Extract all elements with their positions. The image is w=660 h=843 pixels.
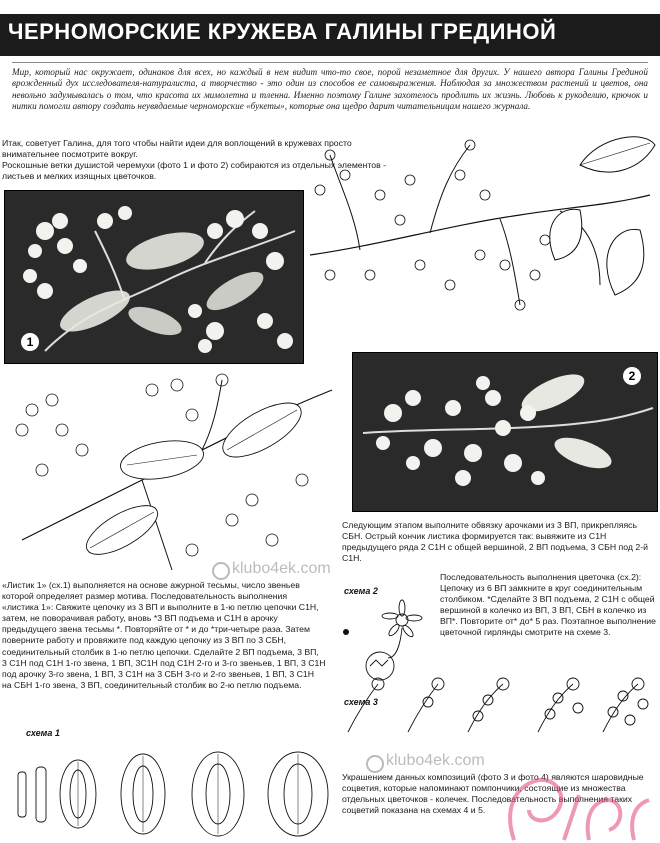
scheme-1-label: схема 1	[26, 728, 60, 738]
title-banner	[0, 14, 660, 56]
photo-2	[352, 352, 658, 512]
watermark-text-2: klubo4ek.com	[386, 752, 485, 769]
photo-1	[4, 190, 304, 364]
page-title: ЧЕРНОМОРСКИЕ КРУЖЕВА ГАЛИНЫ ГРЕДИНОЙ	[8, 19, 557, 44]
lace-branch-image	[5, 191, 303, 363]
leaf-assembly-diagram	[2, 370, 342, 580]
lace-branch-image-2	[353, 353, 657, 511]
intro-paragraph: Мир, который нас окружает, одинаков для всех, но каждый в нем видит что-то свое, порой незаметное для других. У нашего автора Галины Грединой врожденный дух исследователя-натуралиста, а творчество - это один из способов ее самовыражения. Наблюдая за множеством растений и цветов, она невольно задумывалась о том, что красота их мимолетна и тленна. Именно поэтому Галине захотелось продлить их жизнь. Любовь к рукоделию, крючок и нитки помогли автору создать неувядаемые черноморские «букеты», которые она щедро дарит читательницам нашего журнала.	[12, 67, 648, 112]
watermark-text: klubo4ek.com	[232, 560, 331, 577]
scheme-3-label: схема 3	[344, 697, 378, 707]
site-logo-icon	[484, 770, 660, 843]
scheme-2-label: схема 2	[344, 586, 378, 596]
leaf-instructions: «Листик 1» (сх.1) выполняется на основе ажурной тесьмы, число звеньев которой определяет размер мотива. Последовательность выполнения «листика 1»: Свяжите цепочку из 3 ВП и выполните в 1-ю петлю цепочки С1Н, затем, не поворачивая работу, вновь *3 ВП подъема и С1Н в арочку предыдущего звена тесьмы *. Повторяйте от * и до *три-четыре раза. Затем поверните работу и провяжите под каждую цепочку из 3 ВП по 3 СБН, соединительный столбик в 1-ю петлю цепочки. Сделайте 2 ВП подъема, 3 ВП, 3 С1Н под С1Н 1-го звена, 1 ВП, 3С1Н под С1Н 2-го и 3-го звеньев, 1 ВП, 3 С1Н под арочку 3-го звена, 1 ВП, 3 С1Н на 3 СБН 3-го и 2-го звеньев, 1 ВП, 3 С1Н на СБН 1-го звена, 3 ВП, соединительный столбик во 2-ю петлю подъема.	[2, 580, 326, 690]
scheme-1-diagram	[8, 742, 338, 837]
watermark-icon-2	[366, 755, 384, 773]
watermark-icon	[212, 562, 230, 580]
photo-2-number: 2	[623, 367, 641, 385]
photo-1-number: 1	[21, 333, 39, 351]
pompon-paragraph: Украшением данных композиций (фото 3 и фото 4) являются шаровидные соцветия, которые напоминают помпончики, состоящие из множества отдельных цветочков - колечек. Последовательность выполнения таких соцветий показана на схемах 4 и 5.	[342, 772, 644, 816]
branches-paragraph: Роскошные ветки душистой черемухи (фото 1 и фото 2) собираются из отдельных элементов - листьев и мелких изящных цветочков.	[2, 160, 387, 182]
branch-diagram	[300, 135, 660, 335]
advice-paragraph: Итак, советует Галина, для того чтобы найти идеи для воплощений в кружевах просто внимательнее посмотрите вокруг.	[2, 138, 352, 160]
edging-paragraph: Следующим этапом выполните обвязку арочками из 3 ВП, прикрепляясь СБН. Острый кончик листика формируется так: вывяжите из С1Н предыдущего ряда 2 С1Н с общей вершиной, 2 ВП подъема, 3 СБН под 2-й С1Н.	[342, 520, 648, 564]
flower-instructions: Последовательность выполнения цветочка (сх.2): Цепочку из 6 ВП замкните в круг соединительным столбиком. *Сделайте 3 ВП подъема, 2 С1Н с общей вершиной в колечко из ВП, 3 ВП, СБН в колечко из ВП*. Повторите от* до* 5 раз. Поэтапное выполнение цветочной гирлянды смотрите на схеме 3.	[440, 572, 656, 638]
scheme-3-diagram	[338, 672, 658, 742]
